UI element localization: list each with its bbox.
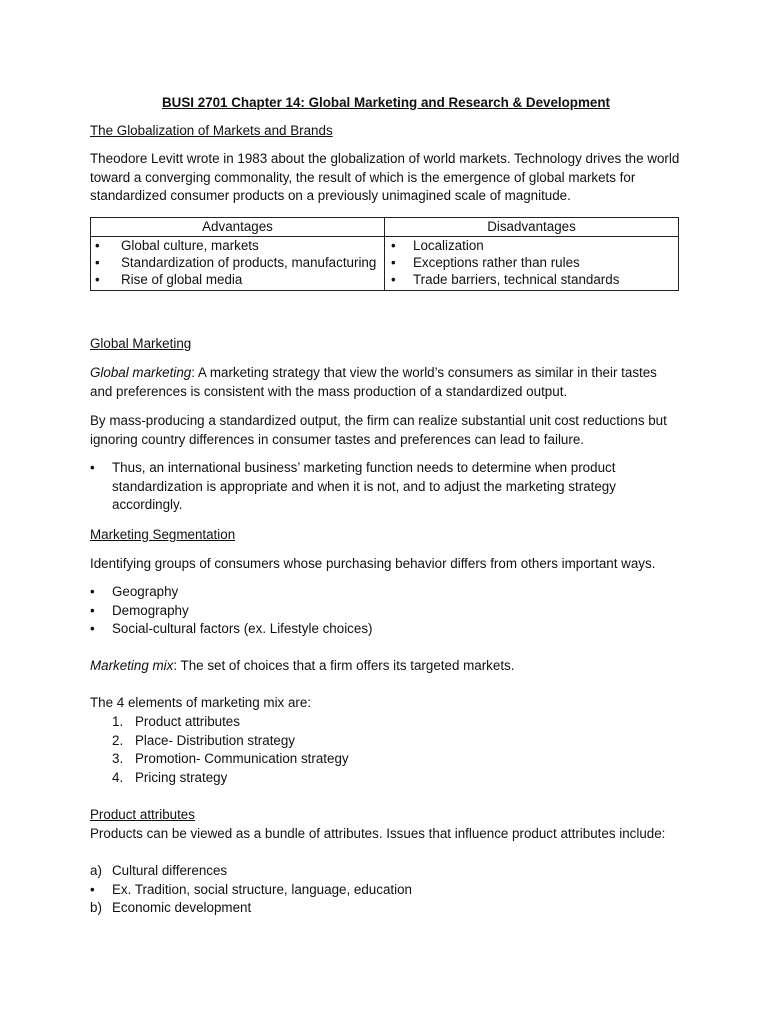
- definition-term: Global marketing: [90, 365, 192, 380]
- section-heading-segmentation: Marketing Segmentation: [90, 527, 236, 542]
- list-item: • Localization: [391, 237, 484, 253]
- advantages-cell: [91, 236, 385, 290]
- list-item: • Social-cultural factors (ex. Lifestyle choices): [90, 621, 373, 637]
- list-item: • Ex. Tradition, social structure, language, education: [90, 881, 412, 897]
- list-item: 4. Pricing strategy: [112, 770, 228, 786]
- globalization-paragraph: Theodore Levitt wrote in 1983 about the globalization of world markets. Technology drives the world toward a converging commonality, the result of which is the emergence of global markets for standardized consumer products on a previously unimagined scale of magnitude.: [90, 151, 680, 204]
- list-item: • Thus, an international business’ marketing function needs to determine when product standardization is appropriate and when it is not, and to adjust the marketing strategy accordingly.: [90, 460, 616, 513]
- marketing-mix-list: [90, 713, 682, 788]
- list-item: • Rise of global media: [95, 272, 243, 288]
- definition-text: : The set of choices that a firm offers its targeted markets.: [173, 658, 515, 673]
- list-item: • Demography: [90, 602, 189, 618]
- advantages-table: [90, 217, 679, 291]
- global-marketing-definition: [90, 364, 682, 401]
- list-item: 2. Place- Distribution strategy: [112, 732, 296, 748]
- list-item: 1. Product attributes: [112, 714, 240, 729]
- table-header-disadvantages: Disadvantages: [385, 218, 679, 237]
- marketing-mix-definition: [90, 657, 682, 676]
- global-marketing-paragraph: By mass-producing a standardized output, the firm can realize substantial unit cost reductions but ignoring country differences in consumer tastes and preferences can lead to failure.: [90, 413, 667, 447]
- segmentation-paragraph: Identifying groups of consumers whose purchasing behavior differs from others important ways.: [90, 556, 656, 571]
- definition-term: Marketing mix: [90, 658, 174, 673]
- marketing-mix-intro: The 4 elements of marketing mix are:: [90, 695, 312, 710]
- list-item: • Global culture, markets: [95, 237, 259, 253]
- product-attributes-paragraph: Products can be viewed as a bundle of attributes. Issues that influence product attributes include:: [90, 826, 666, 841]
- list-item: • Exceptions rather than rules: [391, 255, 580, 270]
- section-heading-globalization: The Globalization of Markets and Brands: [90, 123, 333, 138]
- list-item: • Standardization of products, manufacturing: [95, 255, 377, 270]
- table-header-advantages: Advantages: [91, 218, 385, 237]
- list-item: 3. Promotion- Communication strategy: [112, 751, 349, 767]
- list-item: • Geography: [90, 584, 179, 599]
- table-row: [91, 236, 679, 290]
- table-header-row: [91, 218, 679, 237]
- global-marketing-bullets: [90, 459, 682, 515]
- list-item: a) Cultural differences: [90, 863, 228, 878]
- section-heading-global-marketing: Global Marketing: [90, 336, 192, 351]
- document-title: BUSI 2701 Chapter 14: Global Marketing and Research & Development: [162, 95, 610, 110]
- product-attributes-list: [90, 862, 682, 918]
- disadvantages-cell: [385, 236, 679, 290]
- segmentation-bullets: [90, 583, 682, 639]
- definition-text: : A marketing strategy that view the world’s consumers as similar in their tastes and preferences is consistent with the mass production of a standardized output.: [90, 365, 657, 399]
- section-heading-product-attributes: Product attributes: [90, 807, 195, 822]
- list-item: b) Economic development: [90, 900, 252, 916]
- list-item: • Trade barriers, technical standards: [391, 272, 620, 288]
